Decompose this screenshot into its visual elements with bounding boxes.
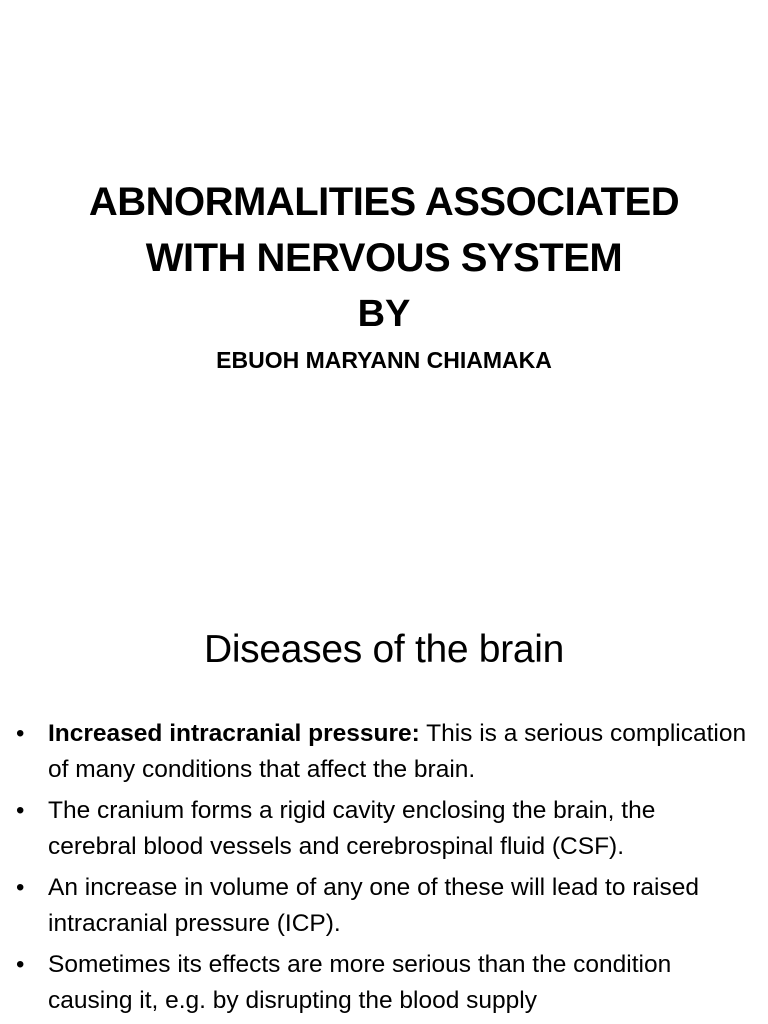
slide-title: Diseases of the brain — [203, 628, 565, 671]
bullet-item — [0, 947, 768, 1019]
by-label: BY — [357, 293, 411, 335]
presentation-title-line-2: WITH NERVOUS SYSTEM — [145, 236, 623, 280]
bullet-list — [0, 716, 768, 1024]
author-name: EBUOH MARYANN CHIAMAKA — [216, 347, 552, 373]
bullet-item — [0, 716, 768, 788]
bullet-text: This is a serious complication of many conditions that affect the brain. — [48, 720, 747, 783]
bullet-icon: • — [16, 720, 25, 747]
bullet-text: The cranium forms a rigid cavity enclosing the brain, the cerebral blood vessels and cerebrospinal fluid (CSF). — [48, 797, 656, 860]
bullet-icon: • — [16, 951, 25, 978]
presentation-title-line-1: ABNORMALITIES ASSOCIATED — [88, 180, 680, 224]
bullet-item — [0, 870, 768, 942]
content-slide — [0, 576, 768, 1024]
title-block — [0, 174, 768, 378]
bullet-icon: • — [16, 874, 25, 901]
bullet-item — [0, 793, 768, 865]
bullet-text: Sometimes its effects are more serious than the condition causing it, e.g. by disrupting the blood supply — [48, 951, 672, 1014]
bullet-icon: • — [16, 797, 25, 824]
bullet-text: An increase in volume of any one of these will lead to raised intracranial pressure (ICP). — [48, 874, 699, 937]
bullet-lead: Increased intracranial pressure: — [48, 720, 420, 747]
